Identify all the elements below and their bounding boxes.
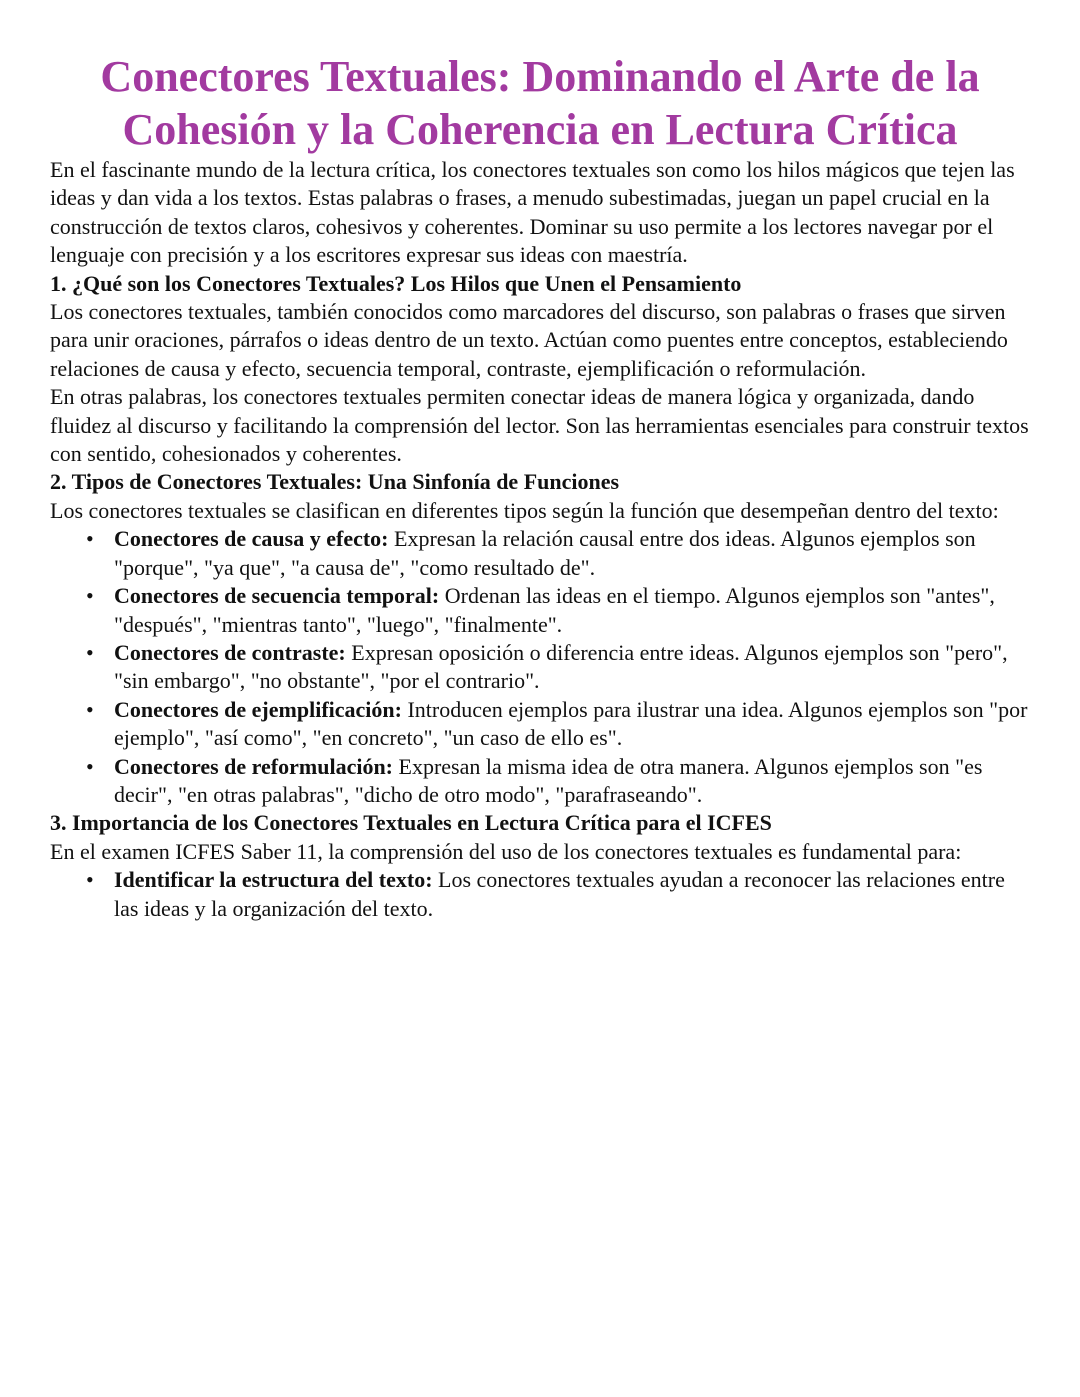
list-item-term: Conectores de reformulación: xyxy=(114,753,394,779)
list-item-text: Expresan la relación causal entre dos ideas. Algunos ejemplos son "porque", "ya que", "a causa de", "como resultado de". xyxy=(114,526,976,580)
list-item-text: Ordenan las ideas en el tiempo. Algunos ejemplos son "antes", "después", "mientras tanto", "luego", "finalmente". xyxy=(114,583,995,637)
list-item-term: Conectores de secuencia temporal: xyxy=(114,583,440,609)
importance-list xyxy=(50,866,1030,923)
page-title: Conectores Textuales: Dominando el Arte de la Cohesión y la Coherencia en Lectura Crítica xyxy=(100,52,980,154)
list-item-term: Conectores de ejemplificación: xyxy=(114,696,402,722)
list-item-text: Los conectores textuales ayudan a reconocer las relaciones entre las ideas y la organización del texto. xyxy=(114,867,1005,921)
list-item-term: Conectores de causa y efecto: xyxy=(114,526,389,552)
list-item-text: Introducen ejemplos para ilustrar una idea. Algunos ejemplos son "por ejemplo", "así como", "en concreto", "un caso de ello es". xyxy=(114,696,1028,751)
section-2-heading: 2. Tipos de Conectores Textuales: Una Sinfonía de Funciones xyxy=(50,469,620,495)
list-item xyxy=(114,696,1030,753)
list-item xyxy=(114,582,1030,639)
list-item xyxy=(114,866,1030,923)
section-1-paragraph-1: Los conectores textuales, también conocidos como marcadores del discurso, son palabras o frases que sirven para unir oraciones, párrafos o ideas dentro de un texto. Actúan como puentes entre conceptos, estableciendo relaciones de causa y efecto, secuencia temporal, contraste, ejemplificación o reformulación. xyxy=(50,299,1008,381)
list-item xyxy=(114,639,1030,696)
section-1-paragraph-2: En otras palabras, los conectores textuales permiten conectar ideas de manera lógica y organizada, dando fluidez al discurso y facilitando la comprensión del lector. Son las herramientas esenciales para construir textos con sentido, cohesionados y coherentes. xyxy=(50,384,1029,467)
section-2-intro: Los conectores textuales se clasifican en diferentes tipos según la función que desempeñan dentro del texto: xyxy=(50,497,999,523)
list-item-text: Expresan la misma idea de otra manera. Algunos ejemplos son "es decir", "en otras palabras", "dicho de otro modo", "parafraseando". xyxy=(114,753,983,807)
section-1-heading: 1. ¿Qué son los Conectores Textuales? Los Hilos que Unen el Pensamiento xyxy=(50,270,742,296)
list-item-term: Identificar la estructura del texto: xyxy=(114,867,433,893)
list-item xyxy=(114,525,1030,582)
list-item xyxy=(114,753,1030,810)
connector-types-list xyxy=(50,525,1030,809)
list-item-text: Expresan oposición o diferencia entre ideas. Algunos ejemplos son "pero", "sin embargo", "no obstante", "por el contrario". xyxy=(114,639,1008,694)
section-3-heading: 3. Importancia de los Conectores Textuales en Lectura Crítica para el ICFES xyxy=(50,810,772,836)
intro-paragraph: En el fascinante mundo de la lectura crítica, los conectores textuales son como los hilos mágicos que tejen las ideas y dan vida a los textos. Estas palabras o frases, a menudo subestimadas, juegan un papel crucial en la construcción de textos claros, cohesivos y coherentes. Dominar su uso permite a los lectores navegar por el lenguaje con precisión y a los escritores expresar sus ideas con maestría. xyxy=(50,157,1015,268)
list-item-term: Conectores de contraste: xyxy=(114,639,346,665)
section-3-intro: En el examen ICFES Saber 11, la comprensión del uso de los conectores textuales es fundamental para: xyxy=(50,838,962,864)
